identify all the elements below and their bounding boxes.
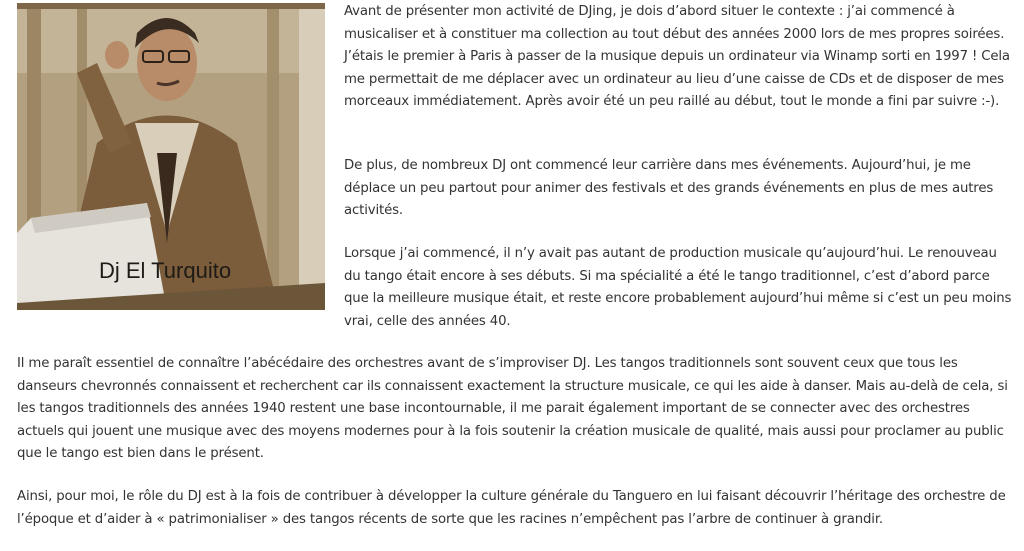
- paragraph-career: De plus, de nombreux DJ ont commencé leur carrière dans mes événements. Aujourd’hui, je me déplace un peu partout pour animer des festivals et des grands événements en plus de mes autres activités.: [344, 158, 994, 218]
- dj-photo: [17, 3, 325, 310]
- paragraph-orchestres: Il me paraît essentiel de connaître l’abécédaire des orchestres avant de s’improviser DJ. Les tangos traditionnels sont souvent ceux que tous les danseurs chevronnés connaissent et recherchent car ils connaissent exactement la structure musicale, ce qui les aide à danser. Mais au-delà de cela, si les tangos traditionnels des années 1940 restent une base incontournable, il me parait également important de se connecter avec des orchestres actuels qui jouent une musique avec des moyens modernes pour à la fois soutenir la création musicale de qualité, mais aussi pour proclamer au public que le tango est bien dans le présent.: [17, 356, 1008, 461]
- paragraph-context: Avant de présenter mon activité de DJing, je dois d’abord situer le contexte : j’ai commencé à musicaliser et à constituer ma collection au tout début des années 2000 lors de mes propres soirées. J’étais le premier à Paris à passer de la musique depuis un ordinateur via Winamp sorti en 1997 ! Cela me permettait de me déplacer avec un ordinateur au lieu d’une caisse de CDs et de disposer de mes morceaux immédiatement. Après avoir été un peu raillé au début, tout le monde a fini par suivre :-).: [344, 4, 1010, 109]
- photo-caption: Dj El Turquito: [99, 258, 232, 283]
- paragraph-tango-traditionnel: Lorsque j’ai commencé, il n’y avait pas autant de production musicale qu’aujourd’hui. Le renouveau du tango était encore à ses débuts. Si ma spécialité a été le tango traditionnel, c’est d’abord parce que la meilleure musique était, et reste encore probablement aujourd’hui même si c’est un peu moins vrai, celle des années 40.: [344, 246, 1012, 329]
- paragraph-role-dj: Ainsi, pour moi, le rôle du DJ est à la fois de contribuer à développer la culture générale du Tanguero en lui faisant découvrir l’héritage des orchestre de l’époque et d’aider à « patrimonialiser » des tangos récents de sorte que les racines n’empêchent pas l’arbre de continuer à grandir.: [17, 489, 1006, 527]
